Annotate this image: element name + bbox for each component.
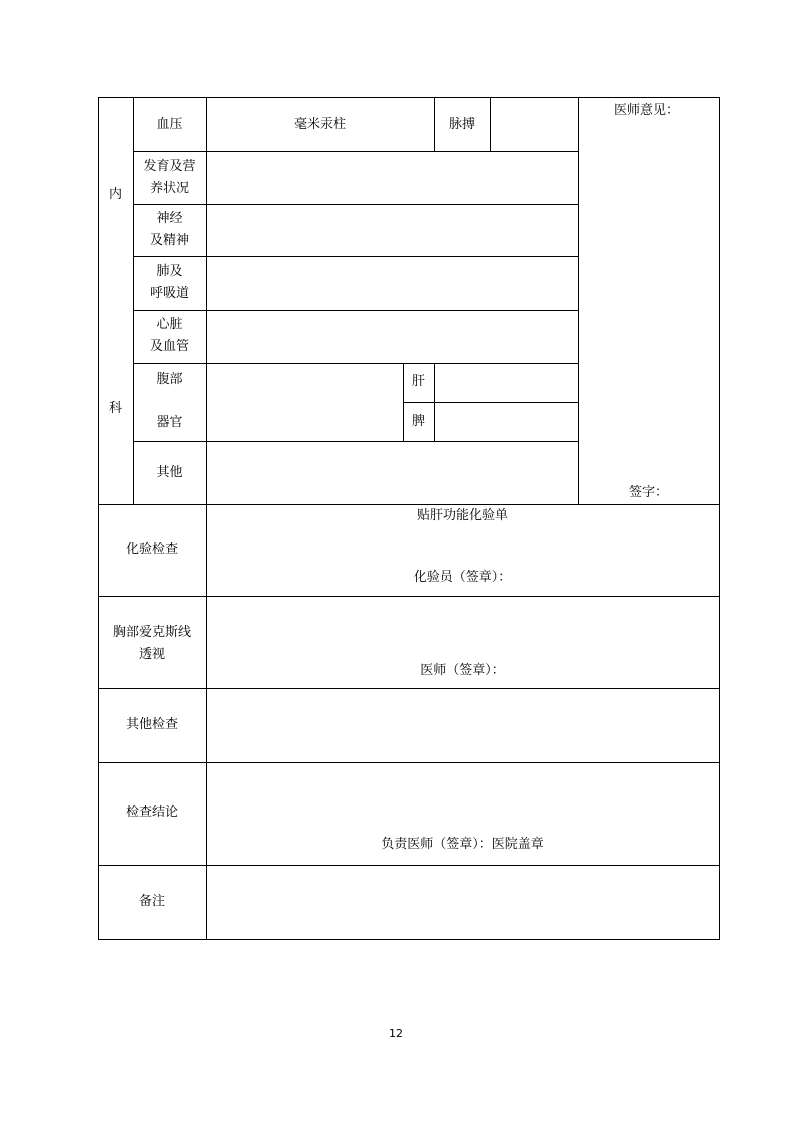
row-label-lungs-line1: 肺及	[156, 264, 183, 279]
pulse-label: 脉搏	[448, 117, 475, 132]
conclusion-label: 检查结论	[125, 805, 178, 820]
abdominal-label-line1: 腹部	[156, 372, 183, 387]
table-border-top	[98, 97, 720, 98]
doctor-opinion-label: 医师意见：	[614, 103, 680, 118]
heart-field[interactable]	[207, 311, 578, 363]
other-exam-label: 其他检查	[125, 717, 178, 732]
section-char-internal-2: 科	[108, 401, 122, 416]
conclusion-signature: 负责医师（签章）：医院盖章	[381, 837, 544, 852]
lab-test-field[interactable]	[207, 528, 719, 566]
row-label-nerves-line1: 神经	[156, 211, 183, 226]
row-label-heart-line2: 及血管	[149, 339, 189, 354]
other-label: 其他	[156, 465, 183, 480]
other-field[interactable]	[207, 442, 578, 504]
row-label-development-line1: 发育及营	[143, 159, 196, 174]
liver-field[interactable]	[435, 364, 578, 402]
abdominal-field[interactable]	[207, 364, 403, 441]
row-label-lungs-line2: 呼吸道	[149, 286, 189, 301]
page-number: 12	[389, 1027, 403, 1040]
development-field[interactable]	[207, 152, 578, 204]
spleen-field[interactable]	[435, 403, 578, 441]
spleen-label: 脾	[411, 414, 425, 429]
other-exam-field[interactable]	[207, 689, 719, 762]
lungs-field[interactable]	[207, 257, 578, 310]
table-border-right	[719, 97, 720, 940]
chest-xray-signature: 医师（签章）：	[420, 663, 505, 678]
row-label-heart-line1: 心脏	[156, 317, 183, 332]
abdominal-label-line2: 器官	[156, 415, 183, 430]
remarks-label: 备注	[138, 894, 165, 909]
blood-pressure-label: 血压	[156, 117, 183, 132]
nerves-field[interactable]	[207, 205, 578, 256]
doctor-signature-label: 签字：	[629, 485, 669, 500]
chest-xray-label-line2: 透视	[138, 647, 165, 662]
table-border-bottom	[98, 939, 720, 940]
chest-xray-label-line1: 胸部爱克斯线	[112, 625, 191, 640]
row-label-development-line2: 养状况	[149, 181, 189, 196]
remarks-field[interactable]	[207, 866, 719, 939]
section-char-internal-1: 内	[108, 187, 122, 202]
blood-pressure-unit: 毫米汞柱	[293, 117, 346, 132]
conclusion-field[interactable]	[207, 763, 719, 831]
liver-label: 肝	[411, 374, 425, 389]
pulse-field[interactable]	[491, 98, 578, 151]
row-label-nerves-line2: 及精神	[149, 233, 189, 248]
chest-xray-field[interactable]	[207, 597, 719, 655]
lab-test-label: 化验检查	[125, 542, 178, 557]
lab-test-signature: 化验员（签章）：	[413, 570, 512, 585]
doctor-opinion-field[interactable]	[579, 124, 719, 474]
lab-test-note: 贴肝功能化验单	[416, 508, 508, 523]
